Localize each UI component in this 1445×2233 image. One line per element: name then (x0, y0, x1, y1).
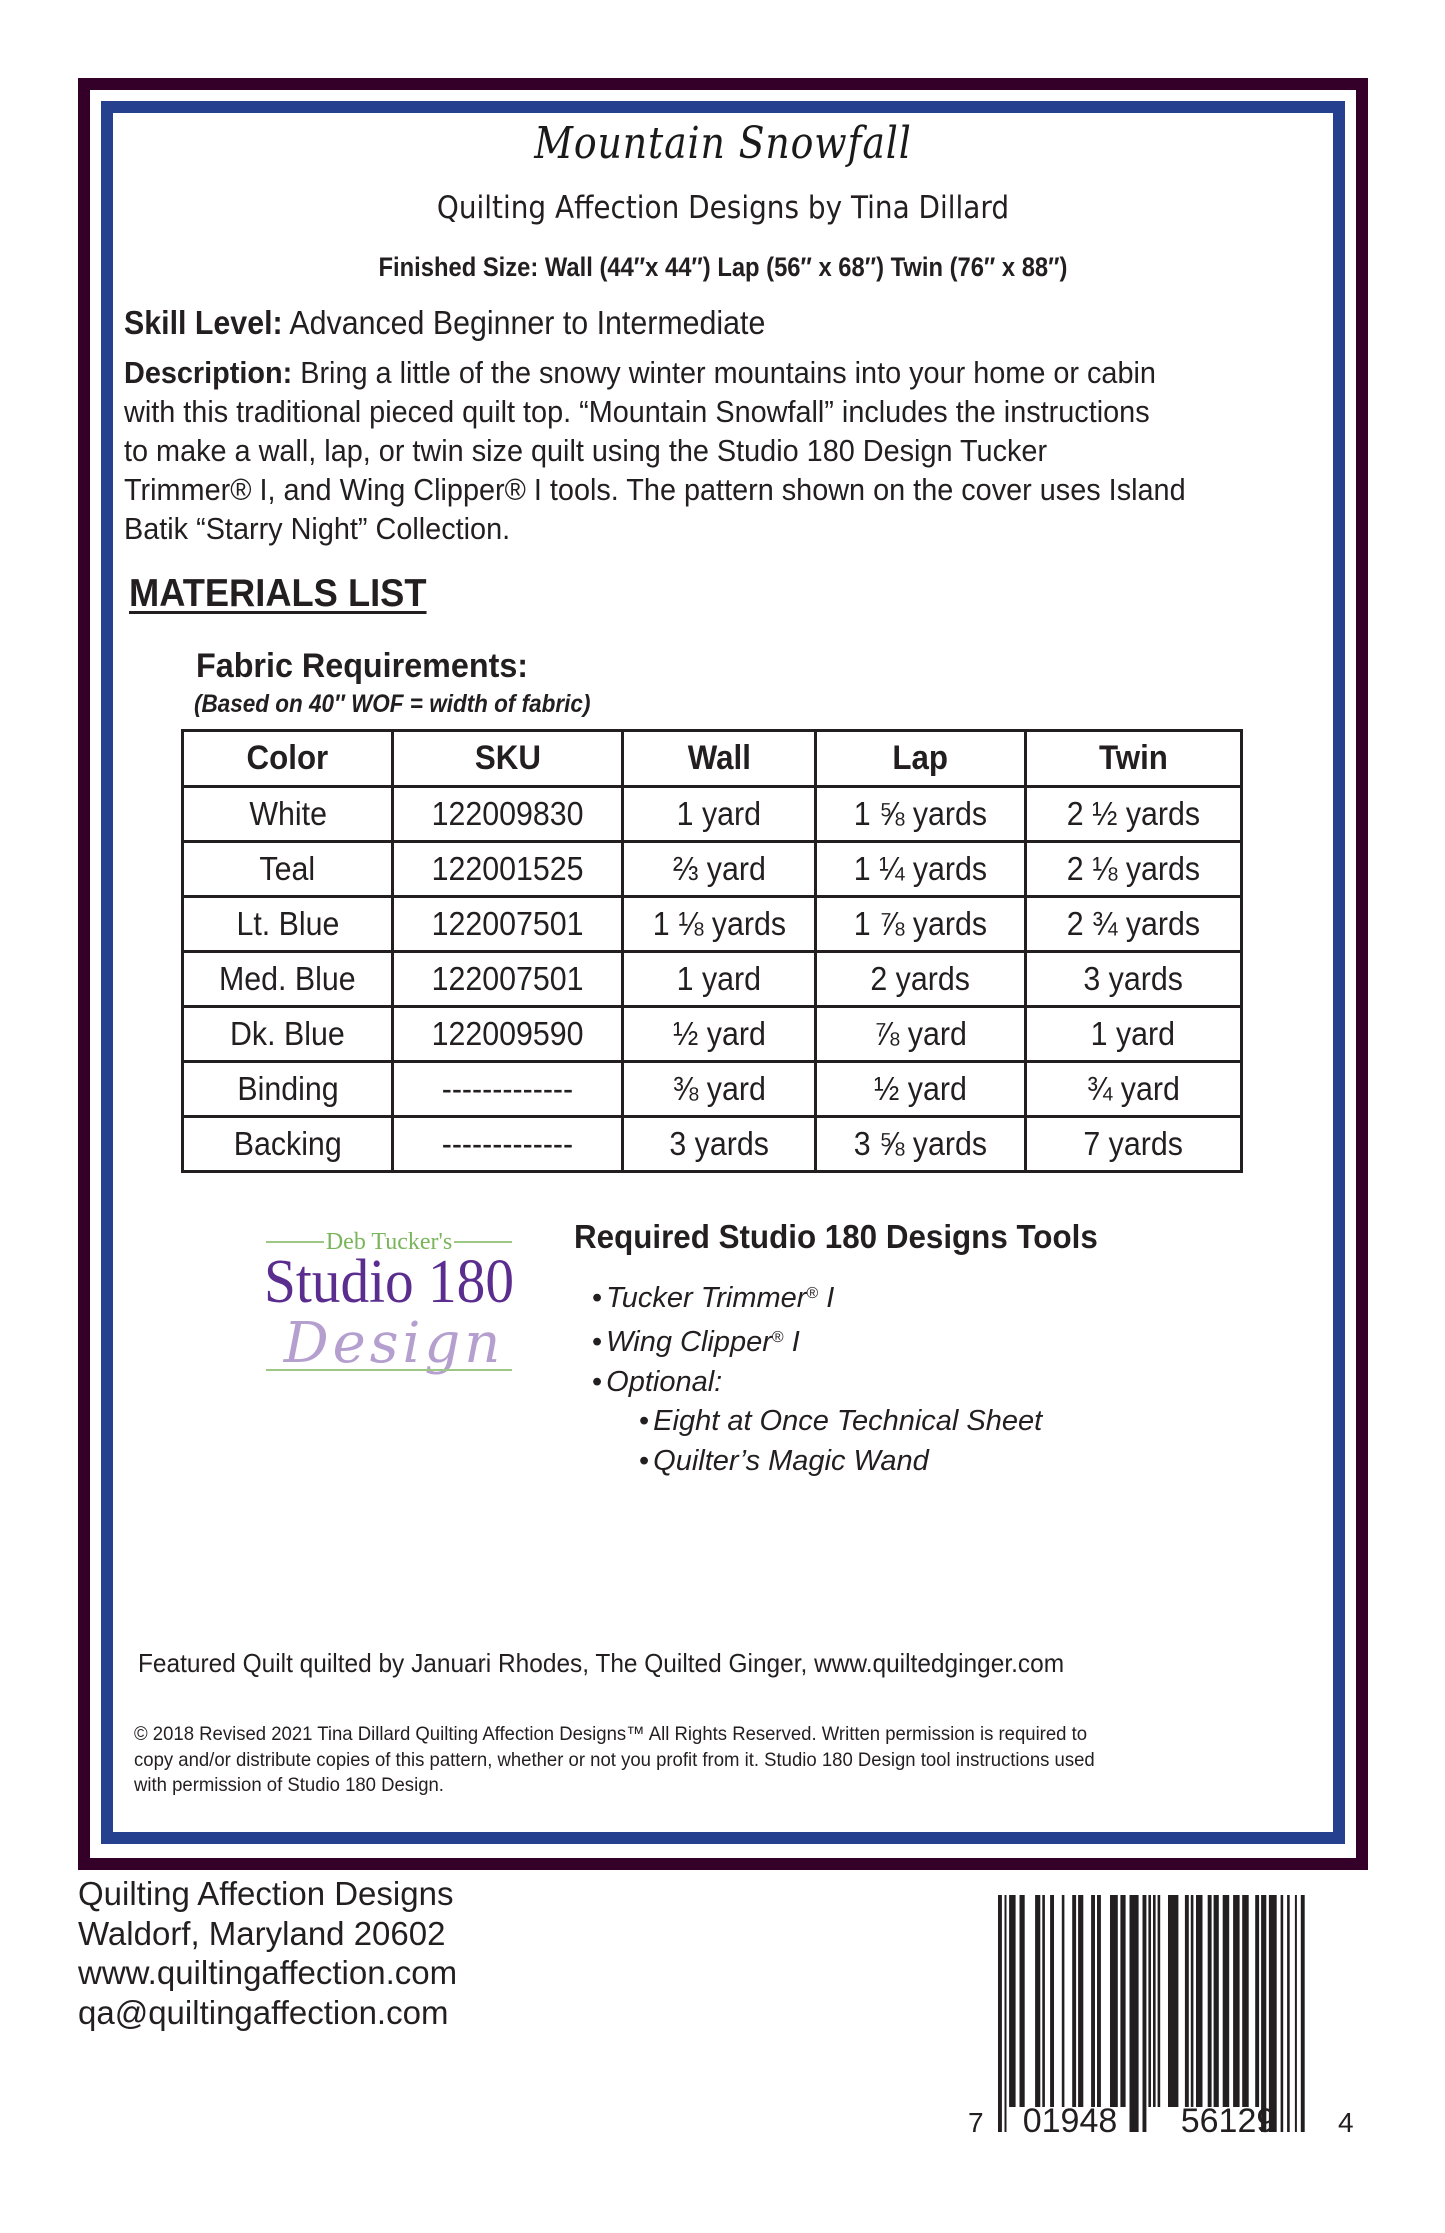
address-email: qa@quiltingaffection.com (78, 1993, 449, 2031)
table-cell-wall: 1 yard (622, 787, 816, 842)
logo-script-text: Design (283, 1311, 505, 1376)
table-cell-lap: ⅞ yard (816, 1007, 1025, 1062)
table-cell-color: Binding (183, 1062, 393, 1117)
barcode-bar (1091, 1895, 1095, 2107)
description-line: Description: Bring a little of the snowy winter mountains into your home or cabin (124, 355, 1156, 390)
table-cell-lap: 2 yards (816, 952, 1025, 1007)
skill-level (124, 304, 765, 342)
table-cell-color: Med. Blue (183, 952, 393, 1007)
optional-tool-item: • Eight at Once Technical Sheet (639, 1405, 1043, 1438)
barcode-bar (1255, 1895, 1259, 2107)
barcode-lead-digit: 7 (968, 2107, 984, 2138)
barcode-bar (1005, 1895, 1007, 2132)
table-cell-wall: 1 yard (622, 952, 816, 1007)
barcode-bar (1062, 1895, 1065, 2107)
table-cell-sku: ------------- (393, 1117, 622, 1172)
copyright-line: copy and/or distribute copies of this pattern, whether or not you profit from it. Studio 180 Design tool instructions used (134, 1748, 1095, 1771)
tool-item: • Wing Clipper® I (592, 1326, 800, 1359)
table-cell-lap: 1 ⅝ yards (816, 787, 1025, 842)
barcode-left-digits: 01948 (1022, 2102, 1118, 2140)
bullet-icon: • (639, 1444, 650, 1477)
table-row (183, 952, 1242, 1007)
barcode-bar (1020, 1895, 1025, 2107)
bullet-icon: • (639, 1405, 650, 1438)
upc-barcode (960, 1870, 1360, 2145)
fabric-requirements-table (181, 729, 1243, 1173)
barcode-bar (1097, 1895, 1101, 2107)
barcode-bar (1185, 1895, 1189, 2107)
barcode-bar (1078, 1895, 1083, 2107)
studio-180-design-logo (254, 1222, 524, 1392)
table-cell-color: Dk. Blue (183, 1007, 393, 1062)
table-cell-sku: 122009590 (393, 1007, 622, 1062)
barcode-bar (1009, 1895, 1016, 2107)
description-line: with this traditional pieced quilt top. “Mountain Snowfall” includes the instructions (124, 394, 1150, 429)
finished-size: Finished Size: Wall (44″x 44″) Lap (56″ x 68″) Twin (76″ x 88″) (378, 252, 1068, 282)
barcode-check-digit: 4 (1338, 2107, 1354, 2138)
address-city: Waldorf, Maryland 20602 (78, 1914, 446, 1952)
table-cell-wall: ⅔ yard (622, 842, 816, 897)
table-cell-wall: ⅜ yard (622, 1062, 816, 1117)
table-cell-lap: 1 ¼ yards (816, 842, 1025, 897)
table-cell-twin: 1 yard (1025, 1007, 1241, 1062)
description (124, 353, 1249, 548)
barcode-bar (1242, 1895, 1249, 2107)
table-cell-color: Teal (183, 842, 393, 897)
bullet-icon: • (592, 1365, 603, 1398)
table-cell-wall: ½ yard (622, 1007, 816, 1062)
table-cell-sku: ------------- (393, 1062, 622, 1117)
table-cell-sku: 122009830 (393, 787, 622, 842)
barcode-bar (1191, 1895, 1194, 2107)
table-cell-sku: 122001525 (393, 842, 622, 897)
table-cell-lap: 1 ⅞ yards (816, 897, 1025, 952)
bullet-icon: • (592, 1326, 603, 1359)
barcode-bar (1153, 1895, 1156, 2107)
fabric-requirements-note: (Based on 40″ WOF = width of fabric) (194, 690, 591, 718)
skill-level-label: Skill Level: (124, 304, 283, 341)
table-cell-twin: 3 yards (1025, 952, 1241, 1007)
barcode-bar (1208, 1895, 1212, 2107)
barcode-bar (1042, 1895, 1045, 2107)
table-cell-twin: 2 ¾ yards (1025, 897, 1241, 952)
barcode-bar (1143, 1895, 1147, 2132)
featured-quilt-credit: Featured Quilt quilted by Januari Rhodes, The Quilted Ginger, www.quiltedginger.com (138, 1648, 1065, 1678)
column-header-color: Color (183, 731, 393, 787)
barcode-bar (1148, 1895, 1151, 2107)
barcode-bar (1130, 1895, 1139, 2132)
pattern-title: Mountain Snowfall (534, 118, 912, 169)
table-cell-twin: 2 ½ yards (1025, 787, 1241, 842)
table-row (183, 1117, 1242, 1172)
table-cell-wall: 1 ⅛ yards (622, 897, 816, 952)
barcode-bar (1196, 1895, 1203, 2107)
barcode-bar (1261, 1895, 1266, 2132)
barcode-bar (1110, 1895, 1118, 2107)
table-cell-color: Lt. Blue (183, 897, 393, 952)
barcode-bar (1223, 1895, 1230, 2107)
table-row (183, 1007, 1242, 1062)
logo-main-text: Studio 180 (264, 1248, 514, 1316)
column-header-sku: SKU (393, 731, 622, 787)
copyright-line: © 2018 Revised 2021 Tina Dillard Quilting Affection Designs™ All Rights Reserved. Written permission is required to (134, 1723, 1088, 1745)
table-cell-sku: 122007501 (393, 897, 622, 952)
fabric-requirements-heading: Fabric Requirements: (196, 647, 529, 685)
barcode-bar (1214, 1895, 1219, 2107)
barcode-bar (1287, 1895, 1290, 2132)
address-company: Quilting Affection Designs (78, 1875, 454, 1912)
barcode-bar (998, 1895, 1002, 2132)
bullet-icon: • (592, 1281, 603, 1314)
barcode-bar (1072, 1895, 1076, 2107)
required-tools-heading: Required Studio 180 Designs Tools (574, 1218, 1098, 1255)
logo-top-text: Deb Tucker's (325, 1229, 453, 1255)
table-row (183, 1062, 1242, 1117)
barcode-bar (1158, 1895, 1161, 2107)
table-cell-twin: 2 ⅛ yards (1025, 842, 1241, 897)
table-cell-sku: 122007501 (393, 952, 622, 1007)
table-cell-color: White (183, 787, 393, 842)
table-cell-lap: ½ yard (816, 1062, 1025, 1117)
address-website: www.quiltingaffection.com (78, 1954, 458, 1991)
barcode-bar (1233, 1895, 1240, 2107)
table-cell-color: Backing (183, 1117, 393, 1172)
tool-item: • Optional: (592, 1365, 723, 1398)
barcode-bar (1168, 1895, 1178, 2107)
column-header-wall: Wall (622, 731, 816, 787)
table-header-row (183, 731, 1242, 787)
publisher-address (78, 1874, 457, 2032)
barcode-bar (1301, 1895, 1305, 2132)
materials-list-heading: MATERIALS LIST (129, 572, 427, 615)
description-line: Batik “Starry Night” Collection. (124, 511, 511, 546)
table-cell-twin: ¾ yard (1025, 1062, 1241, 1117)
column-header-lap: Lap (816, 731, 1025, 787)
barcode-bar (1269, 1895, 1277, 2132)
barcode-bar (1035, 1895, 1040, 2107)
table-cell-wall: 3 yards (622, 1117, 816, 1172)
description-line: to make a wall, lap, or twin size quilt using the Studio 180 Design Tucker (124, 433, 1048, 468)
tool-item: • Tucker Trimmer® I (592, 1281, 835, 1314)
table-row (183, 897, 1242, 952)
table-cell-twin: 7 yards (1025, 1117, 1241, 1172)
designer-subtitle: Quilting Affection Designs by Tina Dillard (436, 190, 1010, 226)
copyright-line: with permission of Studio 180 Design. (134, 1774, 444, 1796)
barcode-bar (1281, 1895, 1284, 2132)
barcode-bar (1295, 1895, 1297, 2132)
copyright-notice (134, 1722, 1274, 1799)
column-header-twin: Twin (1025, 731, 1241, 787)
barcode-bars (998, 1895, 1305, 2132)
required-tools-list (592, 1274, 1042, 1481)
description-line: Trimmer® I, and Wing Clipper® I tools. The pattern shown on the cover uses Island (124, 472, 1186, 507)
table-row (183, 842, 1242, 897)
table-row (183, 787, 1242, 842)
optional-tool-item: • Quilter’s Magic Wand (639, 1444, 929, 1477)
skill-level-value: Advanced Beginner to Intermediate (282, 304, 766, 341)
description-label: Description: (124, 355, 293, 390)
barcode-right-digits: 56129 (1180, 2102, 1276, 2140)
barcode-bar (1050, 1895, 1054, 2107)
table-cell-lap: 3 ⅝ yards (816, 1117, 1025, 1172)
barcode-bar (1120, 1895, 1125, 2107)
